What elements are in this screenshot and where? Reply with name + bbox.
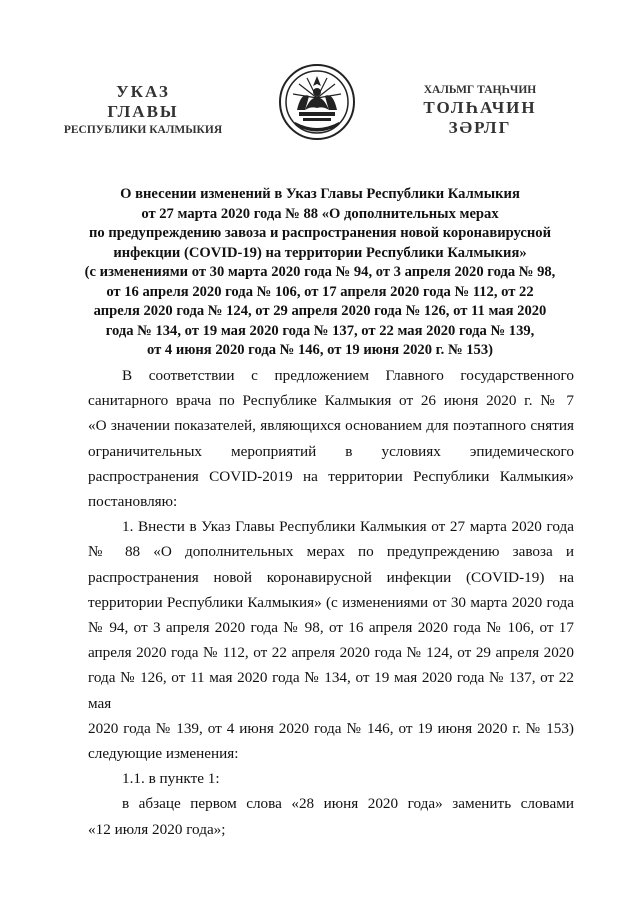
document-body	[88, 363, 574, 842]
header-right-block	[395, 82, 565, 138]
body-line: распространения COVID-2019 на территории Республики Калмыкия»	[88, 467, 574, 485]
emblem-icon	[277, 62, 357, 144]
title-line: О внесении изменений в Указ Главы Республики Калмыкия	[120, 186, 520, 202]
body-line: № 88 «О дополнительных мерах по предупреждению завоза и	[88, 543, 574, 561]
document-header	[0, 0, 640, 150]
title-line: апреля 2020 года № 124, от 29 апреля 2020 года № 126, от 11 мая 2020	[93, 303, 547, 319]
body-line: года № 126, от 11 мая 2020 года № 134, от 19 мая 2020 года № 137, от 22 мая	[88, 669, 574, 712]
body-line: следующие изменения:	[88, 745, 239, 763]
title-line: от 16 апреля 2020 года № 106, от 17 апреля 2020 года № 112, от 22	[106, 283, 534, 300]
body-line: апреля 2020 года № 112, от 22 апреля 2020 года № 124, от 29 апреля 2020	[88, 644, 574, 662]
header-left-line1: УКАЗ	[116, 82, 170, 101]
body-line: ограничительных мероприятий в условиях эпидемического	[88, 442, 574, 460]
body-line: 1. Внести в Указ Главы Республики Калмыкия от 27 марта 2020 года	[122, 518, 574, 536]
body-line: в абзаце первом слова «28 июня 2020 года» заменить словами	[122, 795, 574, 813]
body-line: 2020 года № 139, от 4 июня 2020 года № 146, от 19 июня 2020 г. № 153)	[88, 719, 574, 737]
body-line: В соответствии с предложением Главного государственного	[122, 367, 574, 384]
header-left-line2: ГЛАВЫ	[107, 102, 179, 121]
title-line: (с изменениями от 30 марта 2020 года № 94, от 3 апреля 2020 года № 98,	[84, 264, 556, 280]
body-line: № 94, от 3 апреля 2020 года № 98, от 16 апреля 2020 года № 106, от 17	[88, 619, 574, 637]
header-right-line2: ТОЛҺАЧИН	[423, 98, 537, 117]
document-title	[70, 185, 570, 361]
title-line: от 27 марта 2020 года № 88 «О дополнительных мерах	[141, 205, 499, 222]
body-line: территории Республики Калмыкия» (с изменениями от 30 марта 2020 года	[88, 593, 574, 611]
body-line: «12 июля 2020 года»;	[88, 820, 226, 838]
body-line: распространения новой коронавирусной инфекции (COVID-19) на	[88, 568, 574, 586]
header-left-line3: РЕСПУБЛИКИ КАЛМЫКИЯ	[63, 124, 223, 136]
body-line: «О значении показателей, являющихся основанием для поэтапного снятия	[88, 417, 574, 435]
header-right-line1: ХАЛЬМГ ТАҢҺЧИН	[423, 84, 537, 96]
header-right-line3: ЗӘРЛГ	[448, 118, 512, 137]
body-line: санитарного врача по Республике Калмыкия от 26 июня 2020 г. № 7	[88, 392, 574, 410]
title-line: по предупреждению завоза и распространения новой коронавирусной	[89, 225, 551, 241]
body-line: постановляю:	[88, 493, 178, 511]
title-line: инфекции (COVID-19) на территории Республики Калмыкия»	[113, 244, 527, 261]
title-line: года № 134, от 19 мая 2020 года № 137, от 22 мая 2020 года № 139,	[105, 322, 535, 339]
header-left-block	[58, 82, 228, 138]
title-line: от 4 июня 2020 года № 146, от 19 июня 2020 г. № 153)	[146, 342, 494, 358]
body-line: 1.1. в пункте 1:	[122, 770, 220, 788]
